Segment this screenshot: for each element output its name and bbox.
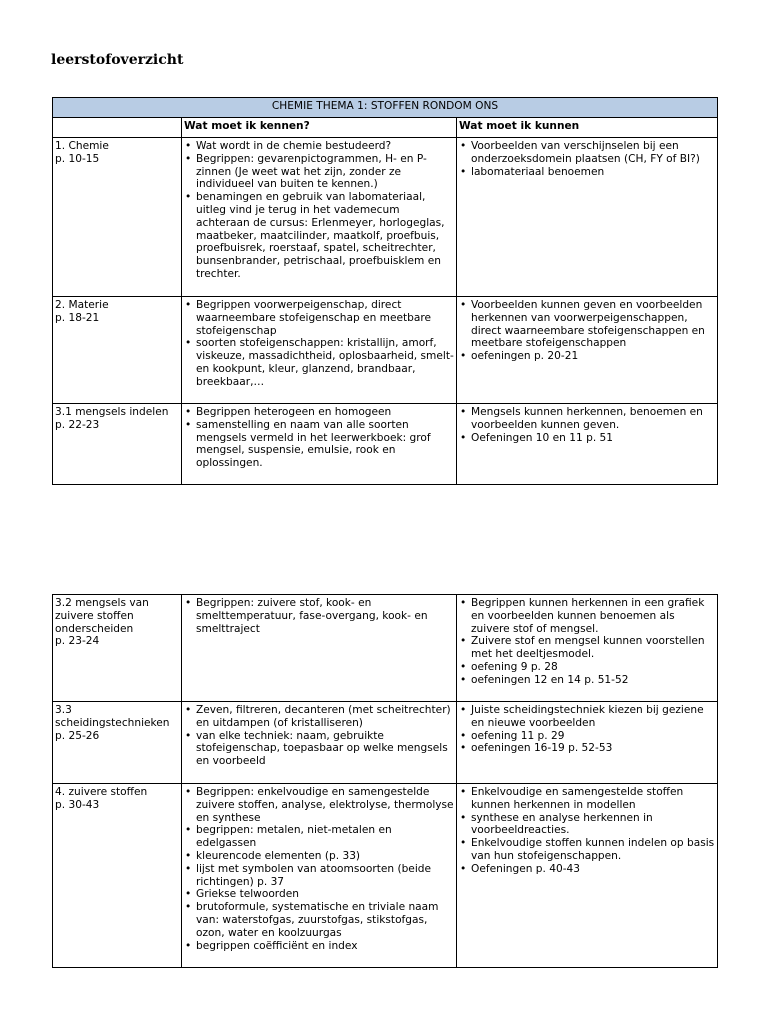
topic-line: p. 18-21 [55, 311, 100, 324]
table-row [53, 595, 718, 702]
topic-line: p. 22-23 [55, 418, 100, 431]
table-row [53, 702, 718, 784]
kennen-list [184, 140, 454, 281]
list-item: • Wat wordt in de chemie bestudeerd? [184, 140, 454, 153]
topic-cell [53, 595, 182, 702]
list-item: • oefeningen 16-19 p. 52-53 [459, 742, 715, 755]
list-item: • brutoformule, systematische en triviale naam van: waterstofgas, zuurstofgas, stikstofgas, ozon, water en koolzuurgas [184, 901, 454, 939]
overview-table-part-1 [52, 97, 718, 485]
list-item: • Mengsels kunnen herkennen, benoemen en voorbeelden kunnen geven. [459, 406, 715, 432]
list-item: • oefeningen 12 en 14 p. 51-52 [459, 674, 715, 687]
kennen-list [184, 704, 454, 768]
topic-line: p. 25-26 [55, 729, 100, 742]
topic-line: 3.3 scheidingstechnieken [55, 704, 170, 729]
table-row [53, 784, 718, 968]
list-item: • Juiste scheidingstechniek kiezen bij geziene en nieuwe voorbeelden [459, 704, 715, 730]
kennen-list [184, 299, 454, 389]
list-item: • Begrippen kunnen herkennen in een grafiek en voorbeelden kunnen benoemen als zuivere stof of mengsel. [459, 597, 715, 635]
overview-table-part-2 [52, 594, 718, 968]
table-title: CHEMIE THEMA 1: STOFFEN RONDOM ONS [53, 98, 718, 118]
kunnen-list [459, 299, 715, 363]
topic-line: p. 23-24 [55, 635, 100, 648]
list-item: • Begrippen: zuivere stof, kook- en smelttemperatuur, fase-overgang, kook- en smelttraject [184, 597, 454, 635]
table-row [53, 297, 718, 404]
kennen-list [184, 786, 454, 952]
list-item: • Begrippen: gevarenpictogrammen, H- en P-zinnen (Je weet wat het zijn, zonder ze individueel van buiten te kennen.) [184, 153, 454, 191]
topic-line: p. 30-43 [55, 798, 100, 811]
list-item: • labomateriaal benoemen [459, 166, 715, 179]
kennen-cell [182, 784, 457, 968]
kunnen-list [459, 597, 715, 687]
list-item: • Begrippen voorwerpeigenschap, direct waarneembare stofeigenschap en meetbare stofeigenschap [184, 299, 454, 337]
topic-line: p. 10-15 [55, 152, 100, 165]
list-item: • Zuivere stof en mengsel kunnen voorstellen met het deeltjesmodel. [459, 635, 715, 661]
list-item: • synthese en analyse herkennen in voorbeeldreacties. [459, 812, 715, 838]
list-item: • samenstelling en naam van alle soorten mengsels vermeld in het leerwerkboek: grof mengsel, suspensie, emulsie, rook en oplossingen. [184, 419, 454, 470]
kunnen-list [459, 140, 715, 178]
list-item: • Griekse telwoorden [184, 888, 454, 901]
topic-cell [53, 784, 182, 968]
list-item: • Oefeningen p. 40-43 [459, 863, 715, 876]
list-item: • oefening 11 p. 29 [459, 730, 715, 743]
topic-line: 2. Materie [55, 299, 109, 311]
kennen-list [184, 597, 454, 635]
table-header-row [53, 98, 718, 118]
list-item: • soorten stofeigenschappen: kristallijn, amorf, viskeuze, massadichtheid, oplosbaarheid, smelt- en kookpunt, kleur, glanzend, brandbaar, breekbaar,… [184, 337, 454, 388]
kunnen-cell [457, 784, 718, 968]
kennen-cell [182, 404, 457, 485]
topic-line: 3.1 mengsels indelen [55, 406, 169, 418]
topic-line: 4. zuivere stoffen [55, 786, 148, 798]
column-header-row [53, 118, 718, 138]
topic-line: 3.2 mengsels van zuivere stoffen onderscheiden [55, 597, 149, 635]
column-header-kennen: Wat moet ik kennen? [182, 118, 457, 138]
kunnen-list [459, 786, 715, 876]
list-item: • benamingen en gebruik van labomateriaal, uitleg vind je terug in het vademecum achteraan de cursus: Erlenmeyer, horlogeglas, maatbeker, maatcilinder, maatkolf, proefbuis, proefbuisrek, roerstaaf, spatel, scheitrechter, bunsenbrander, petrischaal, proefbuisklem en trechter. [184, 191, 454, 281]
list-item: • Begrippen heterogeen en homogeen [184, 406, 454, 419]
list-item: • Oefeningen 10 en 11 p. 51 [459, 432, 715, 445]
list-item: • begrippen coëfficiënt en index [184, 940, 454, 953]
topic-cell [53, 138, 182, 297]
list-item: • oefeningen p. 20-21 [459, 350, 715, 363]
list-item: • lijst met symbolen van atoomsoorten (beide richtingen) p. 37 [184, 863, 454, 889]
list-item: • Enkelvoudige en samengestelde stoffen kunnen herkennen in modellen [459, 786, 715, 812]
list-item: • oefening 9 p. 28 [459, 661, 715, 674]
kennen-cell [182, 702, 457, 784]
list-item: • Begrippen: enkelvoudige en samengestelde zuivere stoffen, analyse, elektrolyse, thermolyse en synthese [184, 786, 454, 824]
kennen-cell [182, 138, 457, 297]
column-header-topic [53, 118, 182, 138]
list-item: • Voorbeelden kunnen geven en voorbeelden herkennen van voorwerpeigenschappen, direct waarneembare stofeigenschappen en meetbare stofeigenschappen [459, 299, 715, 350]
kunnen-cell [457, 297, 718, 404]
list-item: • Zeven, filtreren, decanteren (met scheitrechter) en uitdampen (of kristalliseren) [184, 704, 454, 730]
kennen-cell [182, 297, 457, 404]
kunnen-cell [457, 595, 718, 702]
table-row [53, 138, 718, 297]
topic-cell [53, 404, 182, 485]
column-header-kunnen: Wat moet ik kunnen [457, 118, 718, 138]
page-title: leerstofoverzicht [51, 52, 184, 68]
list-item: • begrippen: metalen, niet-metalen en edelgassen [184, 824, 454, 850]
list-item: • van elke techniek: naam, gebruikte stofeigenschap, toepasbaar op welke mengsels en voorbeeld [184, 730, 454, 768]
list-item: • kleurencode elementen (p. 33) [184, 850, 454, 863]
kunnen-cell [457, 138, 718, 297]
kunnen-list [459, 704, 715, 755]
topic-cell [53, 297, 182, 404]
table-row [53, 404, 718, 485]
kunnen-cell [457, 702, 718, 784]
kennen-cell [182, 595, 457, 702]
kunnen-cell [457, 404, 718, 485]
kunnen-list [459, 406, 715, 444]
topic-cell [53, 702, 182, 784]
list-item: • Enkelvoudige stoffen kunnen indelen op basis van hun stofeigenschappen. [459, 837, 715, 863]
topic-line: 1. Chemie [55, 140, 109, 152]
kennen-list [184, 406, 454, 470]
list-item: • Voorbeelden van verschijnselen bij een onderzoeksdomein plaatsen (CH, FY of BI?) [459, 140, 715, 166]
